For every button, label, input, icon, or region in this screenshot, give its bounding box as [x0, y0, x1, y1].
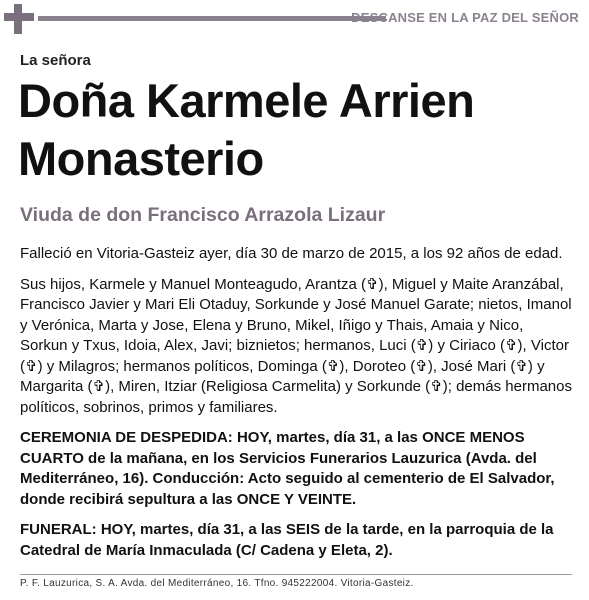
- obituary-body: [20, 244, 572, 571]
- obituary-header: [0, 0, 589, 38]
- family-notice: Sus hijos, Karmele y Manuel Monteagudo, Arantza (✞), Miguel y Maite Aranzábal, Francisco Javier y Mari Eli Otaduy, Sorkunde y José Manuel Garate; nietos, Imanol y Verónica, Marta y Jose, Elena y Bruno, Mikel, Iñigo y Thais, Amaia y Nico, Sorkun y Txus, Idoia, Alex, Javi; biznietos; hermanos, Luci (✞) y Ciriaco (✞), Victor (✞) y Milagros; hermanos políticos, Dominga (✞), Doroteo (✞), José Mari (✞) y Margarita (✞), Miren, Itziar (Religiosa Carmelita) y Sorkunde (✞); demás hermanos políticos, sobrinos, primos y familiares.: [20, 275, 572, 416]
- ceremony-notice: CEREMONIA DE DESPEDIDA: HOY, martes, día 31, a las ONCE MENOS CUARTO de la mañana, en los Servicios Funerarios Lauzurica (Avda. del Mediterráneo, 16). Conducción: Acto seguido al cementerio de El Salvador, donde recibirá sepultura a las ONCE Y VEINTE.: [20, 429, 555, 508]
- deceased-name-line-2: Monasterio: [18, 132, 264, 185]
- footer-rule: [20, 574, 572, 575]
- latin-cross-icon: [4, 4, 34, 34]
- deceased-name-line-1: Doña Karmele Arrien: [18, 74, 475, 127]
- header-text: DESCANSE EN LA PAZ DEL SEÑOR: [351, 10, 579, 25]
- funeral-home-footer: P. F. Lauzurica, S. A. Avda. del Mediterráneo, 16. Tfno. 945222004. Vitoria-Gasteiz.: [20, 578, 414, 589]
- widow-of-subtitle: Viuda de don Francisco Arrazola Lizaur: [20, 204, 386, 226]
- header-rule: [38, 16, 386, 21]
- deceased-name: [18, 72, 578, 188]
- death-notice: Falleció en Vitoria-Gasteiz ayer, día 30 de marzo de 2015, a los 92 años de edad.: [20, 245, 563, 262]
- salutation: La señora: [20, 52, 91, 69]
- funeral-notice: FUNERAL: HOY, martes, día 31, a las SEIS de la tarde, en la parroquia de la Catedral de María Inmaculada (C/ Cadena y Eleta, 2).: [20, 521, 554, 559]
